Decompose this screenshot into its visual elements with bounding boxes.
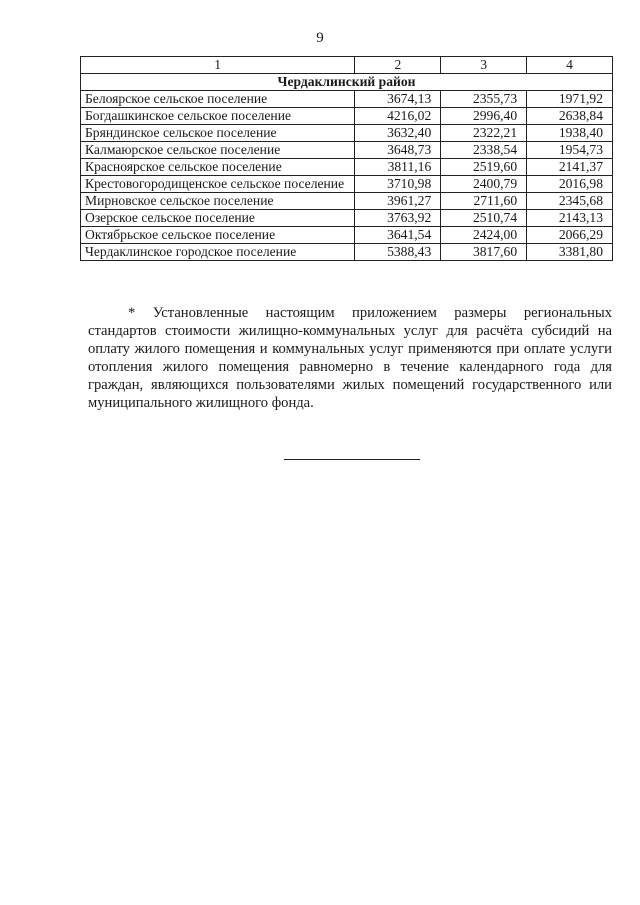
settlement-name-cell: Мирновское сельское поселение [81, 193, 355, 210]
value-col2-cell: 4216,02 [355, 108, 441, 125]
value-col2-cell: 3641,54 [355, 227, 441, 244]
value-col3-cell: 2424,00 [441, 227, 527, 244]
settlement-name-cell: Калмаюрское сельское поселение [81, 142, 355, 159]
value-col3-cell: 2519,60 [441, 159, 527, 176]
settlement-name-cell: Октябрьское сельское поселение [81, 227, 355, 244]
value-col2-cell: 3648,73 [355, 142, 441, 159]
table-row [81, 159, 613, 176]
value-col2-cell: 5388,43 [355, 244, 441, 261]
table-row [81, 193, 613, 210]
settlement-name-cell: Белоярское сельское поселение [81, 91, 355, 108]
value-col2-cell: 3763,92 [355, 210, 441, 227]
column-header-3: 3 [441, 57, 527, 74]
value-col2-cell: 3961,27 [355, 193, 441, 210]
section-row [81, 74, 613, 91]
settlement-name-cell: Богдашкинское сельское поселение [81, 108, 355, 125]
value-col4-cell: 1971,92 [527, 91, 613, 108]
table-row [81, 125, 613, 142]
table-header-row [81, 57, 613, 74]
value-col2-cell: 3710,98 [355, 176, 441, 193]
tariff-table [80, 56, 613, 261]
section-title: Чердаклинский район [81, 74, 613, 91]
settlement-name-cell: Чердаклинское городское поселение [81, 244, 355, 261]
table-row [81, 210, 613, 227]
footnote: * Установленные настоящим приложением размеры региональных стандартов стоимости жилищно-коммунальных услуг для расчёта субсидий на оплату жилого помещения и коммунальных услуг применяются при оплате услуги отопления жилого помещения равномерно в течение календарного года для граждан, являющихся пользователями жилых помещений государственного или муниципального жилищного фонда. [88, 305, 612, 411]
column-header-1: 1 [81, 57, 355, 74]
column-header-2: 2 [355, 57, 441, 74]
table-body [81, 74, 613, 261]
value-col2-cell: 3674,13 [355, 91, 441, 108]
table-row [81, 244, 613, 261]
value-col2-cell: 3632,40 [355, 125, 441, 142]
closing-rule [284, 459, 420, 460]
value-col3-cell: 2711,60 [441, 193, 527, 210]
value-col4-cell: 2066,29 [527, 227, 613, 244]
table-row [81, 91, 613, 108]
value-col4-cell: 2345,68 [527, 193, 613, 210]
value-col4-cell: 3381,80 [527, 244, 613, 261]
column-header-4: 4 [527, 57, 613, 74]
value-col3-cell: 2996,40 [441, 108, 527, 125]
value-col3-cell: 2510,74 [441, 210, 527, 227]
value-col4-cell: 2638,84 [527, 108, 613, 125]
settlement-name-cell: Озерское сельское поселение [81, 210, 355, 227]
table-row [81, 142, 613, 159]
value-col3-cell: 2400,79 [441, 176, 527, 193]
value-col4-cell: 2141,37 [527, 159, 613, 176]
settlement-name-cell: Бряндинское сельское поселение [81, 125, 355, 142]
page-number: 9 [316, 30, 324, 46]
value-col2-cell: 3811,16 [355, 159, 441, 176]
value-col3-cell: 2322,21 [441, 125, 527, 142]
value-col4-cell: 2143,13 [527, 210, 613, 227]
table-row [81, 108, 613, 125]
value-col3-cell: 3817,60 [441, 244, 527, 261]
value-col3-cell: 2355,73 [441, 91, 527, 108]
table-row [81, 227, 613, 244]
value-col3-cell: 2338,54 [441, 142, 527, 159]
value-col4-cell: 2016,98 [527, 176, 613, 193]
settlement-name-cell: Красноярское сельское поселение [81, 159, 355, 176]
value-col4-cell: 1938,40 [527, 125, 613, 142]
table-row [81, 176, 613, 193]
settlement-name-cell: Крестовогородищенское сельское поселение [81, 176, 355, 193]
value-col4-cell: 1954,73 [527, 142, 613, 159]
